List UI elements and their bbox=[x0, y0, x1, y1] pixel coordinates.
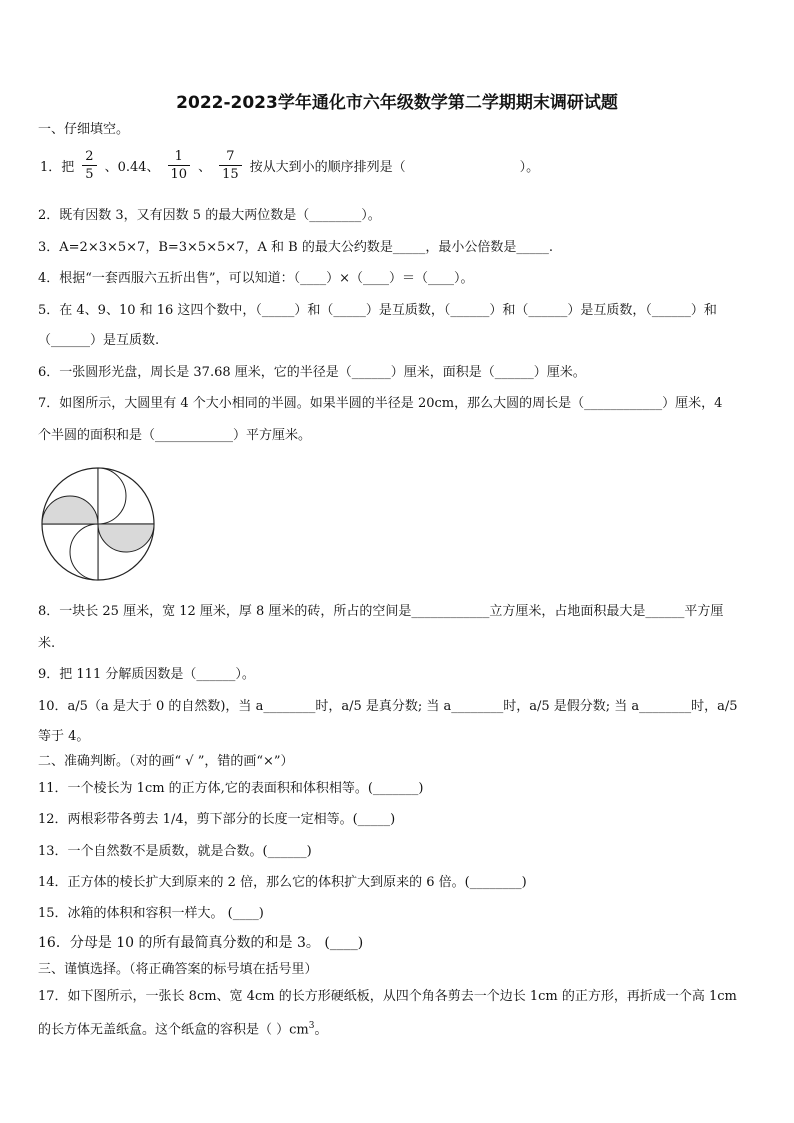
question-17-line-1: 17．如下图所示，一张长 8cm、宽 4cm 的长方形硬纸板，从四个角各剪去一个边长 1cm 的正方形，再折成一个高 1cm bbox=[38, 989, 737, 1004]
fraction-1-10: $\frac{1}{10}$ bbox=[168, 148, 191, 183]
question-8-line-1: 8．一块长 25 厘米，宽 12 厘米，厚 8 厘米的砖，所占的空间是____________立方厘米，占地面积最大是______平方厘 bbox=[38, 604, 724, 619]
q1-end: ）。 bbox=[519, 160, 540, 175]
fraction-7-15: $\frac{7}{15}$ bbox=[219, 148, 242, 183]
q1-separator-1: 、0.44、 bbox=[104, 160, 160, 175]
question-8-line-2: 米. bbox=[38, 636, 56, 651]
question-3: 3．A=2×3×5×7，B=3×5×5×7，A 和 B 的最大公约数是_____，最小公倍数是_____. bbox=[38, 240, 553, 255]
q1-separator-2: 、 bbox=[198, 160, 212, 175]
question-11: 11．一个棱长为 1cm 的正方体,它的表面积和体积相等。(_______) bbox=[38, 781, 424, 796]
q17-superscript: 3 bbox=[308, 1021, 315, 1031]
section-heading-3: 三、谨慎选择。（将正确答案的标号填在括号里） bbox=[38, 962, 318, 977]
page-title: 2022-2023学年通化市六年级数学第二学期期末调研试题 bbox=[176, 93, 618, 113]
semicircle-right bbox=[98, 524, 154, 552]
question-4: 4．根据“一套西服六五折出售”，可以知道：（____）×（____）＝（____）。 bbox=[38, 271, 474, 286]
semicircle-left bbox=[42, 496, 98, 524]
question-14: 14．正方体的棱长扩大到原来的 2 倍，那么它的体积扩大到原来的 6 倍。(________) bbox=[38, 875, 527, 890]
circle-semicircles-figure bbox=[38, 464, 158, 584]
q17-end: 。 bbox=[314, 1022, 328, 1038]
question-2: 2．既有因数 3，又有因数 5 的最大两位数是（________）。 bbox=[38, 208, 381, 223]
q1-suffix: 按从大到小的顺序排列是（ bbox=[249, 160, 406, 175]
section-heading-1: 一、仔细填空。 bbox=[38, 122, 130, 137]
question-16: 16．分母是 10 的所有最简真分数的和是 3。 (____) bbox=[38, 935, 364, 951]
question-12: 12．两根彩带各剪去 1/4，剪下部分的长度一定相等。(_____) bbox=[38, 812, 396, 827]
question-7-line-1: 7．如图所示，大圆里有 4 个大小相同的半圆。如果半圆的半径是 20cm，那么大圆的周长是（____________）厘米，4 bbox=[38, 396, 723, 411]
section-heading-2: 二、准确判断。（对的画“ √ ”，错的画“×”） bbox=[38, 754, 294, 769]
question-5-line-2: （______）是互质数. bbox=[38, 333, 160, 348]
question-7-line-2: 个半圆的面积和是（____________）平方厘米。 bbox=[38, 428, 312, 443]
q17-text: 的长方体无盖纸盒。这个纸盒的容积是（ ）cm bbox=[38, 1022, 309, 1038]
q1-prefix: 1．把 bbox=[40, 160, 75, 175]
question-6: 6．一张圆形光盘，周长是 37.68 厘米，它的半径是（______）厘米，面积是（______）厘米。 bbox=[38, 365, 586, 380]
question-13: 13．一个自然数不是质数，就是合数。(______) bbox=[38, 844, 312, 859]
question-1 bbox=[38, 148, 541, 183]
question-9: 9．把 111 分解质因数是（______）。 bbox=[38, 667, 255, 682]
question-5-line-1: 5．在 4、9、10 和 16 这四个数中，（_____）和（_____）是互质数，（______）和（______）是互质数，（______）和 bbox=[38, 303, 717, 318]
semicircle-top bbox=[98, 468, 126, 524]
fraction-2-5: $\frac{2}{5}$ bbox=[82, 148, 96, 183]
question-10-line-1: 10．a/5（a 是大于 0 的自然数)，当 a________时，a/5 是真分数; 当 a________时，a/5 是假分数; 当 a________时，a/5 bbox=[38, 699, 738, 714]
question-17-line-2 bbox=[38, 1019, 758, 1037]
question-10-line-2: 等于 4。 bbox=[38, 729, 90, 744]
question-15: 15．冰箱的体积和容积一样大。 (____) bbox=[38, 906, 264, 921]
semicircle-bottom bbox=[70, 524, 98, 580]
